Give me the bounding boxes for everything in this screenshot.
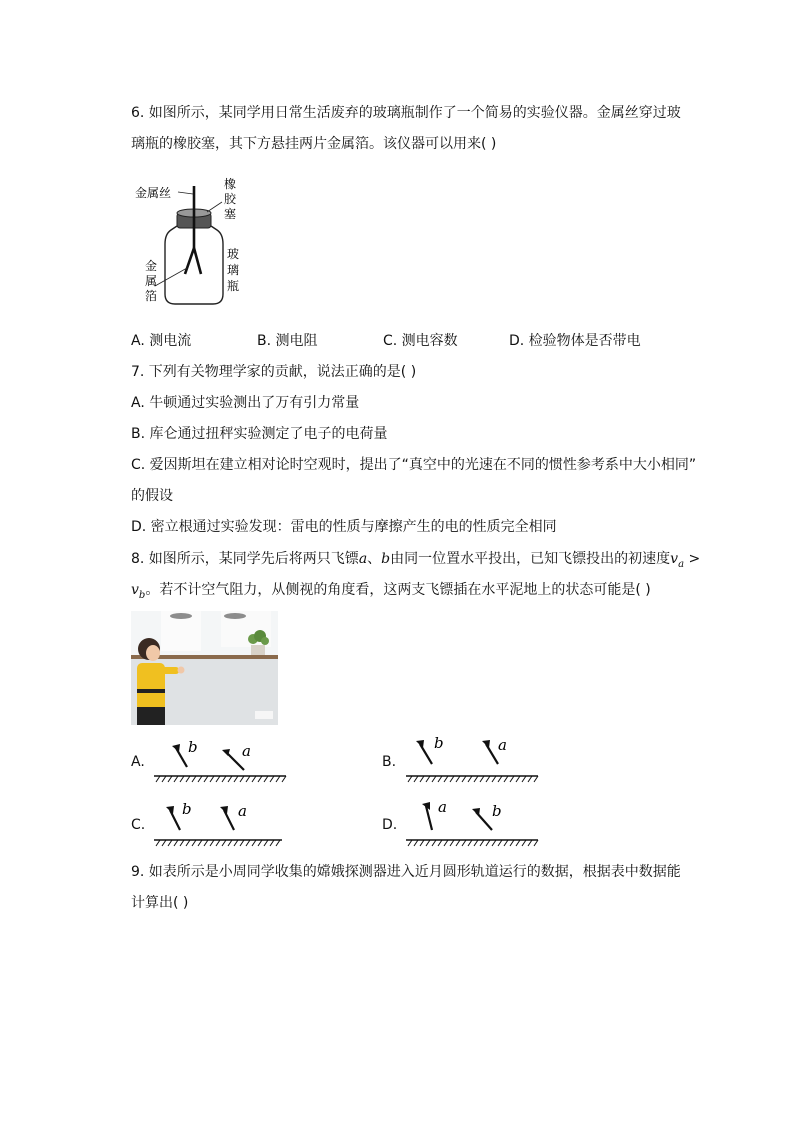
q7-option-a: A. 牛顿通过实验测出了万有引力常量 [131,395,360,411]
q8-option-c-label: C. [131,817,146,833]
q8-stem-line1 [131,549,700,575]
q9-stem-line1: 9. 如表所示是小周同学收集的嫦娥探测器进入近月圆形轨道运行的数据，根据表中数据能 [131,864,681,880]
q8-var-b: b [381,551,391,567]
q8-option-a-label: A. [131,754,145,770]
q6-stem-line1: 6. 如图所示，某同学用日常生活废弃的玻璃瓶制作了一个简易的实验仪器。金属丝穿过玻 [131,105,681,121]
q8-option-c-diagram [152,798,292,852]
dart-b [172,744,187,767]
q8-vb-sub: b [138,589,146,601]
dart-label-b: b [492,802,502,820]
q6-option-d: D. 检验物体是否带电 [509,333,641,349]
foil-label-2: 属 [145,274,158,288]
q8-var-a: a [358,551,368,567]
dart-label-a: a [498,736,507,754]
q7-option-c-line1: C. 爱因斯坦在建立相对论时空观时，提出了“真空中的光速在不同的惯性参考系中大小相同” [131,457,697,473]
dart-a [482,740,498,764]
dart-a [222,749,244,770]
q8-option-d-label: D. [382,817,398,833]
q8-sep: 、 [367,551,382,567]
q8-option-b-label: B. [382,754,397,770]
stopper-label-2: 胶 [224,192,237,206]
q6-option-c: C. 测电容数 [383,333,458,349]
q8-stem-part3: 。若不计空气阻力，从侧视的角度看，这两支飞镖插在水平泥地上的状态可能是( ) [145,582,651,598]
q8-option-d-diagram [404,796,544,852]
dart-label-a: a [238,802,247,820]
dart-label-b: b [188,738,198,756]
dart-b [166,806,180,830]
q7-option-b: B. 库仑通过扭秤实验测定了电子的电荷量 [131,426,388,442]
stopper-label-1: 橡 [224,177,237,191]
bottle-label-1: 玻 [227,247,240,261]
foil-label-1: 金 [145,259,158,273]
electroscope-figure [131,172,261,312]
bottle-label-2: 璃 [227,263,240,277]
dart-b [472,808,492,830]
q6-option-b: B. 测电阻 [257,333,318,349]
wire-label: 金属丝 [135,186,172,200]
dart-label-a: a [438,798,447,816]
q7-option-c-line2: 的假设 [131,488,173,504]
q8-stem-part1: 8. 如图所示，某同学先后将两只飞镖 [131,551,359,567]
q8-vb: v [131,582,139,598]
girl-throwing-dart-photo [131,611,278,725]
q8-stem-part2: 由同一位置水平投出，已知飞镖投出的初速度 [390,551,671,567]
stopper-label-3: 塞 [224,207,237,221]
dart-label-b: b [434,734,444,752]
q8-va: v [670,551,679,567]
q8-stem-line2 [131,580,651,606]
dart-b [416,740,432,764]
dart-a [220,806,234,830]
dart-label-a: a [242,742,251,760]
dart-a [422,802,432,830]
bottle-label-3: 瓶 [227,279,240,293]
q8-va-sub: a [678,558,685,570]
foil-label-3: 箔 [145,289,158,303]
q7-stem: 7. 下列有关物理学家的贡献，说法正确的是( ) [131,364,417,380]
q7-option-d: D. 密立根通过实验发现：雷电的性质与摩擦产生的电的性质完全相同 [131,519,557,535]
q8-option-a-diagram [152,738,292,788]
q6-stem-line2: 璃瓶的橡胶塞，其下方悬挂两片金属箔。该仪器可以用来( ) [131,136,497,152]
q6-option-a: A. 测电流 [131,333,192,349]
q8-option-b-diagram [404,734,544,788]
q8-gt: > [684,551,701,567]
metal-foils [185,248,201,274]
dart-label-b: b [182,800,192,818]
q9-stem-line2: 计算出( ) [131,895,189,911]
